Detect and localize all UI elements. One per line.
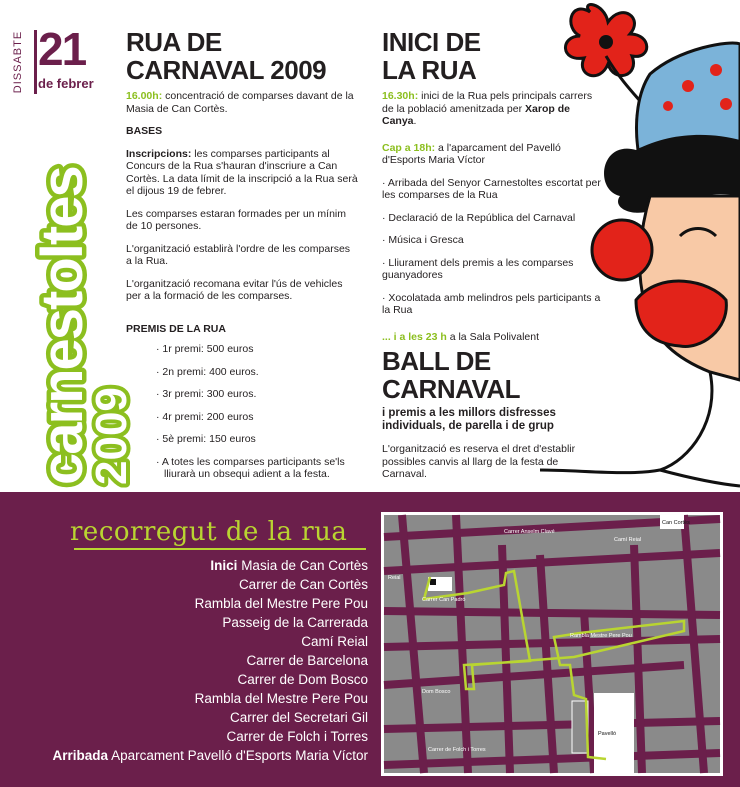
prize-item: · 5è premi: 150 euros: [156, 433, 256, 445]
route-stop: Rambla del Mestre Pere Pou: [194, 691, 368, 706]
date-month: de febrer: [38, 76, 94, 91]
event-bullet: · Declaració de la República del Carnaval: [382, 211, 576, 224]
route-stop: Rambla del Mestre Pere Pou: [194, 596, 368, 611]
map-label-reial: Reial: [388, 575, 401, 581]
route-start: Inici Masia de Can Cortès: [210, 558, 368, 573]
disclaimer: L'organització es reserva el dret d'establir possibles canvis al llarg de la festa de Carnaval.: [382, 443, 576, 480]
map-label-dombosco: Dom Bosco: [422, 689, 451, 695]
inici-title-line1: INICI DE: [382, 27, 481, 57]
map-label-anselm: Carrer Anselm Clavé: [504, 529, 555, 535]
map-label-cami: Camí Reial: [614, 537, 642, 543]
prize-item: · 1r premi: 500 euros: [156, 343, 254, 355]
prize-item: · 4r premi: 200 euros: [156, 410, 254, 423]
vertical-title-word: carnestoltes: [30, 167, 95, 485]
map-label-canpadro: Carrer Can Padró: [422, 597, 466, 603]
event-bullet: · Arribada del Senyor Carnestoltes escortat per les comparses de la Rua: [382, 176, 601, 201]
clown-mouth: [636, 281, 726, 346]
date-day: 21: [38, 23, 86, 75]
route-stop: Carrer de Barcelona: [246, 653, 368, 668]
map-label-cortes: Can Cortès: [662, 520, 690, 526]
vertical-title-year: 2009: [87, 387, 136, 485]
start-paragraph: 16.30h: inici de la Rua pels principals carrers de la població amenitzada per Xarop de Canya.: [382, 90, 593, 127]
vehicles-paragraph: L'organització recomana evitar l'ús de vehicles per a la formació de les comparses.: [126, 277, 343, 302]
prize-list: [126, 343, 358, 481]
rua-title-line2: CARNAVAL 2009: [126, 55, 327, 85]
prize-item: · 2n premi: 400 euros.: [156, 365, 259, 378]
night-paragraph: ... i a les 23 h a la Sala Polivalent: [382, 330, 540, 343]
map-label-pavello: Pavelló: [598, 731, 617, 737]
vertical-title: [30, 100, 136, 490]
route-map: [381, 512, 723, 776]
date-weekday: DISSABTE: [12, 30, 24, 94]
route-stop: Passeig de la Carrerada: [222, 615, 368, 630]
route-stop: Carrer de Dom Bosco: [237, 672, 368, 687]
route-stop: Camí Reial: [301, 634, 368, 649]
route-stop-list: [53, 556, 368, 765]
event-bullet: · Música i Gresca: [382, 234, 464, 246]
ball-title-line1: BALL DE: [382, 346, 491, 376]
date-divider: [34, 30, 37, 94]
route-end: Arribada Aparcament Pavelló d'Esports Maria Víctor: [52, 748, 368, 763]
route-stop: Carrer del Secretari Gil: [229, 710, 368, 725]
event-bullet: · Xocolatada amb melindros pels participants a la Rua: [382, 291, 601, 316]
inscripcions-paragraph: Inscripcions: les comparses participants al Concurs de la Rua s'hauran d'inscriure a Can Cortès. La data límit de la inscripció a la Rua serà el dijous 19 de febrer.: [126, 147, 358, 197]
inici-title-line2: LA RUA: [382, 55, 477, 85]
right-column: [382, 28, 604, 491]
map-label-folch: Carrer de Folch i Torres: [428, 747, 486, 753]
prize-item: · A totes les comparses participants se'ls lliurarà un obsequi adient a la festa.: [156, 455, 345, 480]
rua-title-line1: RUA DE: [126, 27, 222, 57]
order-paragraph: L'organització establirà l'ordre de les comparses a la Rua.: [126, 242, 351, 267]
route-stop: Carrer de Can Cortès: [238, 577, 368, 592]
route-stop: Carrer de Folch i Torres: [226, 729, 368, 744]
prizes-heading: PREMIS DE LA RUA: [126, 322, 226, 335]
route-title-underline: [74, 548, 366, 550]
members-paragraph: Les comparses estaran formades per un mínim de 10 persones.: [126, 207, 347, 232]
prize-item: · 3r premi: 300 euros.: [156, 388, 257, 400]
route-title: recorregut de la rua: [70, 517, 348, 547]
cap-paragraph: Cap a 18h: a l'aparcament del Pavelló d'Esports Maria Víctor: [382, 141, 561, 166]
intro-paragraph: 16.00h: concentració de comparses davant de la Masia de Can Cortès.: [126, 90, 354, 115]
left-column: [126, 28, 358, 491]
ball-subtitle: i premis a les millors disfresses individuals, de parella i de grup: [382, 407, 556, 432]
ball-title-line2: CARNAVAL: [382, 374, 521, 404]
clown-hat: [637, 43, 740, 150]
map-label-rambla: Rambla Mestre Pere Pou: [570, 633, 632, 639]
bases-heading: BASES: [126, 125, 163, 137]
event-bullet: · Lliurament dels premis a les comparses guanyadores: [382, 256, 574, 281]
